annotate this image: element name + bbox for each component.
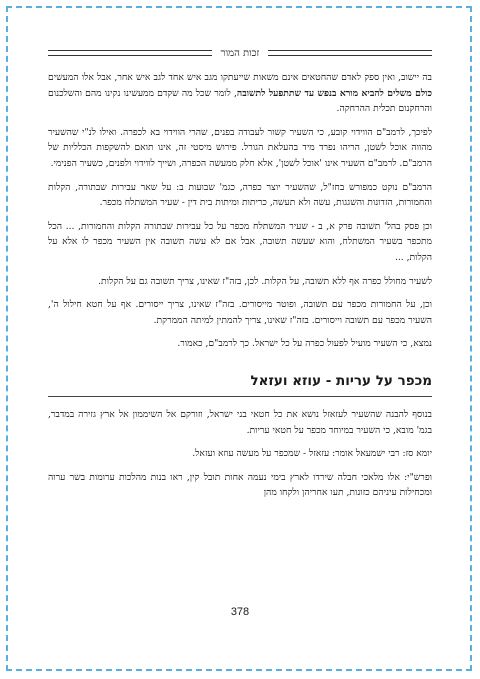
paragraph: בנוסף להבנה שהשעיר לעזאזל נושא את כל חטאי בני ישראל, וזורקם אל השיממון אל ארץ גזירה במדבר, בגמ' מובא, כי השעיר במיוחד מכפר על חטאי עריות. bbox=[48, 408, 432, 436]
paragraph: נמצא, כי השעיר מועיל לפעול כפרה על כל ישראל. כך לרמב"ם, כאמור. bbox=[177, 338, 432, 350]
page-body bbox=[48, 70, 432, 509]
paragraph: וכן, על החמורות מכפר עם תשובה, ופוטר מייסורים. בזה"ז שאינו, צריך ייסורים. אף על חטא חילול ה', השעיר מכפר עם תשובה וייסורים. בזה"ז שאינו, צריך להמתין למיתה הממרקת. bbox=[48, 299, 432, 326]
section-heading-rule bbox=[48, 396, 432, 397]
running-header bbox=[48, 47, 432, 59]
section-heading: מכפר על עריות - עוזא ועזאל bbox=[250, 372, 432, 389]
paragraph: ופרש"י: אלו מלאכי חבלה שירדו לארץ בימי נעמה אחות תובל קין, ראו בנות מהלכות ערומות בשר ערוה ומכחילות עיניהם כזונות, תעו אחריהן ולקחו מהן bbox=[48, 471, 432, 499]
paragraph: לשעיר מחולל כפרה אף ללא תשובה, על הקלות. לכן, בזה"ז שאינו, צריך תשובה גם על הקלות. bbox=[98, 275, 432, 287]
header-rule-right bbox=[268, 50, 432, 56]
paragraph: לפיכך, לרמב"ם הווידוי קובע, כי השעיר קשור לעבודה בפנים, שהרי הווידוי בא לכפרה. ואילו לנ"י שהשעיר מהווה אוכל לשטן, הריהו נפרד מיד בהעלאת הגורל. פירוש מיסטי זה, אינו תואם להשקפות הכלליות של הרמב"ם. לרמב"ם השעיר אינו 'אוכל לשטן', אלא חלק ממעשה הכפרה, ושייך לווידוי ולפנים, כשעיר הפנימי. bbox=[48, 126, 432, 169]
paragraph: יומא סז: רבי ישמעאל אומר: עזאזל - שמכפר על מעשה עוזא ועזאל. bbox=[192, 448, 432, 460]
paragraph: בה יישוב, ואין ספק לאדם שהחטאים אינם משאות שייעתקו מגב איש אחד לגב איש אחר, אבל אלו המעשים כולם משלים להביא מורא בנפש עד שתתפעל לתשובה, לומר שכל מה שקדם ממעשינו נקינו מהם והשלכנום והרחקנום תכלית ההרחקה. bbox=[48, 72, 433, 115]
header-title: זכות המור bbox=[220, 47, 260, 59]
page-number: 378 bbox=[230, 606, 250, 618]
paragraph: הרמב"ם נוקט כמפורש בחז"ל, שהשעיר יוצר כפרה, כגמ' שבועות ב: על שאר עבירות שבתורה, הקלות והחמורות, הזדונות והשגגות, עשה ולא תעשה, כריתות ומיתות בית דין - שעיר המשתלח מכפר. bbox=[48, 181, 432, 209]
header-rule-left bbox=[48, 50, 212, 56]
paragraph: וכן פסק בהל' תשובה פרק א, ב - שעיר המשתלח מכפר על כל עבירות שבתורה הקלות והחמורות, ... הכל מתכפר בשעיר המשתלח, והוא שעשה תשובה, אבל אם לא עשה תשובה אין השעיר מכפר לו אלא על הקלות, ... bbox=[48, 220, 432, 263]
bold-phrase: כולם משלים להביא מורא בנפש עד שתתפעל לתשובה bbox=[236, 87, 433, 99]
